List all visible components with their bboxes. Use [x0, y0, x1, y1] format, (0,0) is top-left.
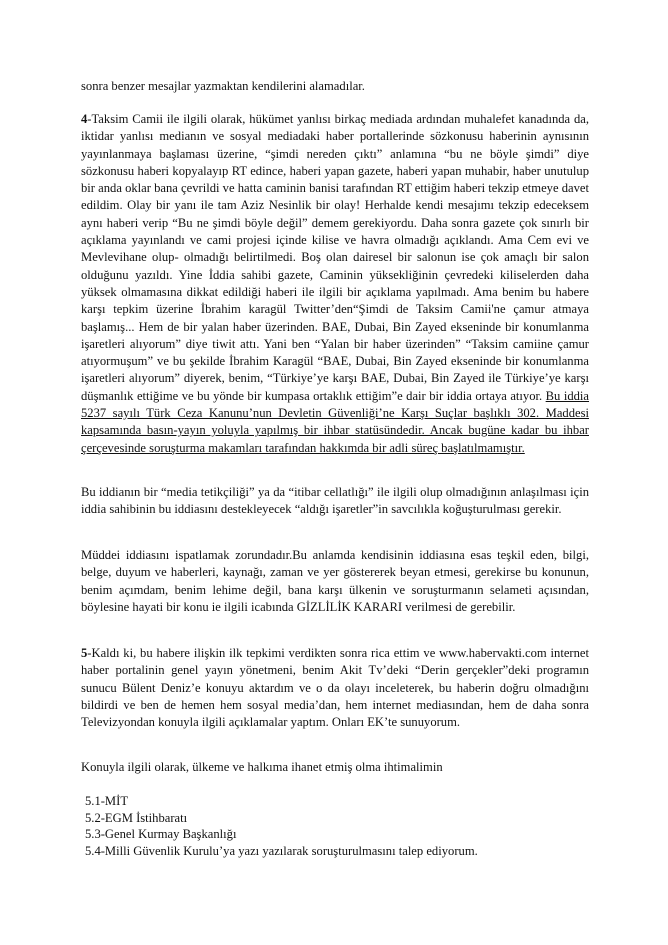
paragraph-intro-fragment: sonra benzer mesajlar yazmaktan kendilerini alamadılar.: [81, 79, 365, 93]
underlined-legal-statement: Bu iddia 5237 sayılı Türk Ceza Kanunu’nun Devletin Güvenliği’ne Karşı Suçlar başlıklı 302. Maddesi kapsamında basın-yayın yoluyla yapılmış bir ihbar statüsündedir. Ancak bugüne kadar bu ihbar çerçevesinde soruşturma makamları tarafından hakkımda bir adli süreç başlatılmamıştır.: [81, 388, 590, 455]
paragraph-request-intro: Konuyla ilgili olarak, ülkeme ve halkıma ihanet etmiş olma ihtimalimin: [81, 760, 443, 774]
paragraph-item-5-text: -Kaldı ki, bu habere ilişkin ilk tepkimi verdikten sonra rica ettim ve www.habervakti.com internet haber portalinin genel yayın yönetmeni, benim Akit Tv’deki “Derin gerçekler”deki programın sunucu Bülent Deniz’e konuyu aktardım ve o da olayı inceleterek, bu haberin doğru olmadığını bildirdi ve ben de hemen hem sosyal media’dan, hem internet mediasından, hem de daha sonra Televizyondan konuyla ilgili açıklamalar yaptım. Onları EK’te sunuyorum.: [81, 646, 589, 730]
list-item: 5.4-Milli Güvenlik Kurulu’ya yazı yazılarak soruşturulmasını talep ediyorum.: [85, 843, 478, 858]
item-number: 4: [81, 112, 88, 126]
paragraph-item-4-text: -Taksim Camii ile ilgili olarak, hükümet yanlısı birkaç mediada ardından muhalefet kanadında da, iktidar yanlısı medianın ve sosyal mediadaki haber portallerinde sözkonusu haberinin aynısının yayınlanmaya başlaması üzerine, “şimdi nereden çıktı” anlamına “bu ne böyle şimdi” diye sözkonusu haberi kopyalayıp RT edince, haberi yapan gazete, haberi yapan muhabir, haber unutulup bir anda oklar bana çevrildi ve hatta caminin banisi tarafından RT ettiğim haberi tekzip etmeye davet edildim. Olay bir yanı ile tam Aziz Nesinlik bir olay! Herhalde kendi mesajımı tekzip edeceksem aynı haberi verip “Bu ne şimdi böyle değil” demem gerekiyordu. Daha sonra gazete çok sınırlı bir açıklama yayınlandı ve cami projesi içinde kilise ve havra olmadığı açıklandı. Ama Cem evi ve Mevlevihane olup- olmadığı belirtilmedi. Boş olan dairesel bir salonun ise çok amaçlı bir salon olduğunu yazıldı. Yine İddia sahibi gazete, Caminin yüksekliğinin çevredeki kiliselerden daha yüksek olmamasına dikkat edildiği haberi ile ilgili bir açıklama yapılmadı. Ama benim bu habere karşı tepkim üzerine İbrahim karagül Twitter’den“Şimdi de Taksim Camii'ne çamur atmaya başlamış... Hem de bir yalan haber üzerinden. BAE, Dubai, Bin Zayed ekseninde bir konumlanma işaretleri alıyorum” diye tiwit attı. Yani ben “Yalan bir haber üzerinden” “Taksim camiine çamur atıyormuşum” ve bu şekilde İbrahim Karagül “BAE, Dubai, Bin Zayed ekseninde bir konumlanma işaretleri alıyorum” diyerek, benim, “Türkiye’ye karşı BAE, Dubai, Bin Zayed ile Türkiye’ye karşı düşmanlık ettiğime ve bu yönde bir kumpasa ortaklık ettiğim”e dair bir iddia ortaya atıyor.: [81, 112, 589, 403]
paragraph-burden-of-proof: Müddei iddiasını ispatlamak zorundadır.Bu anlamda kendisinin iddiasına esas teşkil eden, bilgi, belge, duyum ve haberleri, kaynağı, zaman ve yer göstererek beyan etmesi, gerekirse bu konunun, benim açımdam, benim lehime değil, bana karşı ülkenin ve soruşturmanın selameti açısından, böylesine hayati bir konu ie ilgili icabında GİZLİLİK KARARI verilmesi de gerebilir.: [81, 548, 589, 614]
list-item: 5.3-Genel Kurmay Başkanlığı: [85, 827, 237, 842]
list-item: 5.2-EGM İstihbaratı: [85, 810, 188, 825]
paragraph-item-5: [81, 645, 589, 731]
paragraph-media-claim: Bu iddianın bir “media tetikçiliği” ya da “itibar cellatlığı” ile ilgili olup olmadığının anlaşılması için iddia sahibinin bu iddiasını destekleyecek “aldığı işaretler”in savcılıkla koğuşturulması gerekir.: [81, 485, 589, 517]
institution-list: [85, 793, 585, 859]
list-item: 5.1-MİT: [85, 794, 129, 808]
paragraph-item-4: [81, 111, 589, 457]
item-number: 5: [81, 646, 88, 660]
